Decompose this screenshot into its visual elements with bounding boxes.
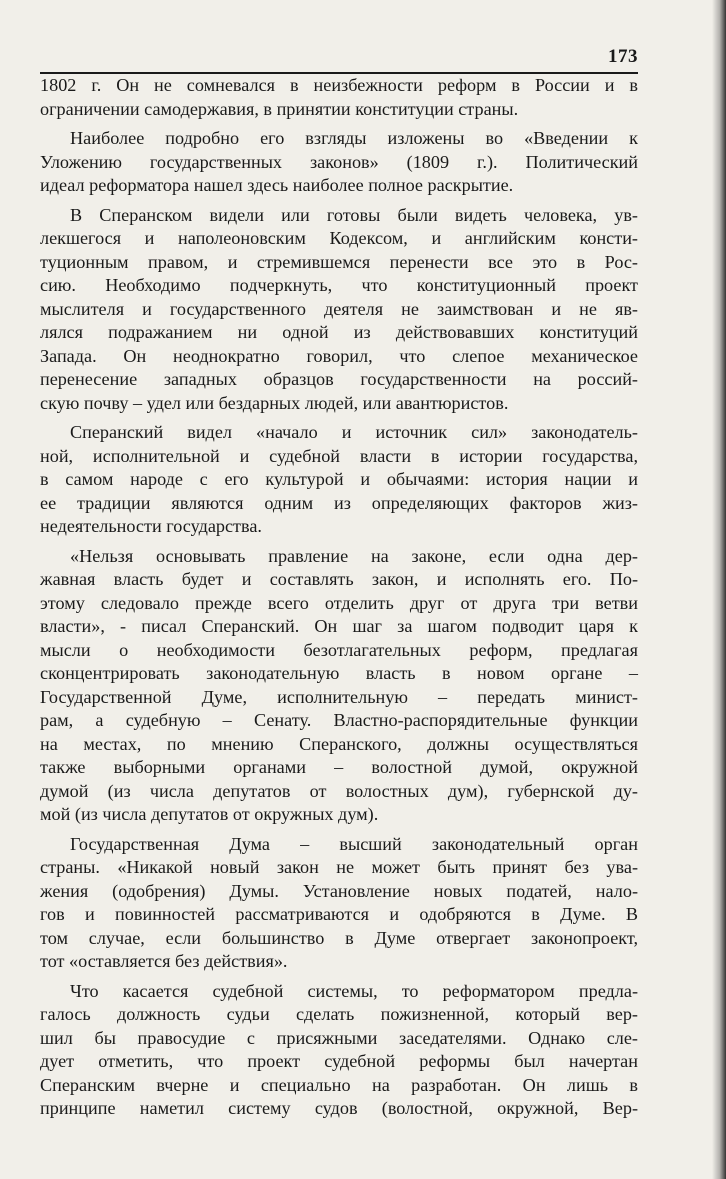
text-line: также выборными органами – волостной думой, окружной [40, 757, 638, 777]
paragraph [40, 74, 638, 121]
paragraph [40, 127, 638, 198]
text-line: Что касается судебной системы, то реформатором предла- [70, 980, 638, 1001]
text-line: Государственной Думе, исполнительную – передать минист- [40, 686, 638, 707]
text-line: дует отметить, что проект судебной реформы был начертан [40, 1051, 638, 1071]
text-line: власти», - писал Сперанский. Он шаг за шагом подводит царя к [40, 616, 638, 636]
text-line: принципе наметил систему судов (волостной, окружной, Вер- [40, 1098, 638, 1118]
page-number: 173 [608, 46, 638, 67]
text-line: ной, исполнительной и судебной власти в истории государства, [40, 445, 638, 466]
text-line: Сперанским вчерне и специально на разработан. Он лишь в [40, 1074, 638, 1095]
text-line: на местах, по мнению Сперанского, должны осуществляться [40, 733, 638, 754]
text-line: тот «оставляется без действия». [40, 951, 288, 971]
text-line: страны. «Никакой новый закон не может быть принят без ува- [40, 857, 638, 877]
text-line: думой (из числа депутатов от волостных дум), губернской ду- [40, 780, 638, 801]
text-line: скую почву – удел или бездарных людей, или авантюристов. [40, 392, 509, 413]
text-line: гов и повинностей рассматриваются и одобряются в Думе. В [40, 904, 638, 924]
paragraph [40, 980, 638, 1121]
text-line: том случае, если большинство в Думе отвергает законопроект, [40, 927, 638, 948]
text-line: этому следовало прежде всего отделить друг от друга три ветви [40, 592, 638, 613]
text-line: Наиболее подробно его взгляды изложены во «Введении к [70, 128, 638, 148]
text-line: В Сперанском видели или готовы были видеть человека, ув- [70, 204, 638, 225]
text-line: недеятельности государства. [40, 516, 262, 536]
text-line: галось должность судьи сделать пожизненной, который вер- [40, 1004, 638, 1024]
text-line: лекшегося и наполеоновским Кодексом, и английским консти- [40, 228, 638, 248]
text-line: сконцентрировать законодательную власть в новом органе – [40, 663, 638, 683]
text-line: мыслителя и государственного деятеля не заимствован и не яв- [40, 298, 638, 319]
text-line: «Нельзя основывать правление на законе, если одна дер- [70, 545, 638, 566]
text-line: 1802 г. Он не сомневался в неизбежности реформ в России и в [40, 75, 638, 95]
text-line: лялся подражанием ни одной из действовавших конституций [40, 322, 638, 342]
text-line: жавная власть будет и составлять закон, и исполнять его. По- [40, 569, 638, 589]
text-line: в самом народе с его культурой и обычаями: история нации и [40, 469, 638, 489]
text-line: туционным правом, и стремившемся перенести все это в Рос- [40, 251, 638, 272]
text-line: жения (одобрения) Думы. Установление новых податей, нало- [40, 880, 638, 901]
text-line: шил бы правосудие с присяжными заседателями. Однако сле- [40, 1027, 638, 1048]
text-line: ограничении самодержавия, в принятии конституции страны. [40, 98, 519, 119]
text-line: мой (из числа депутатов от окружных дум). [40, 804, 379, 824]
text-line: Сперанский видел «начало и источник сил» законодатель- [70, 422, 638, 442]
body-text [40, 74, 638, 1127]
paragraph [40, 545, 638, 827]
page-header [40, 46, 638, 74]
text-line: рам, а судебную – Сенату. Властно-распорядительные функции [40, 710, 638, 730]
paragraph [40, 421, 638, 539]
text-line: мысли о необходимости безотлагательных реформ, предлагая [40, 639, 638, 660]
text-line: Государственная Дума – высший законодательный орган [70, 833, 638, 854]
paragraph [40, 204, 638, 416]
text-line: ее традиции являются одним из определяющих факторов жиз- [40, 492, 638, 513]
binding-shadow [712, 0, 726, 1179]
text-line: сию. Необходимо подчеркнуть, что конституционный проект [40, 275, 638, 295]
text-line: Запада. Он неоднократно говорил, что слепое механическое [40, 345, 638, 366]
paragraph [40, 833, 638, 974]
text-line: перенесение западных образцов государственности на россий- [40, 369, 638, 389]
text-line: Уложению государственных законов» (1809 г.). Политический [40, 151, 638, 172]
text-line: идеал реформатора нашел здесь наиболее полное раскрытие. [40, 175, 514, 195]
